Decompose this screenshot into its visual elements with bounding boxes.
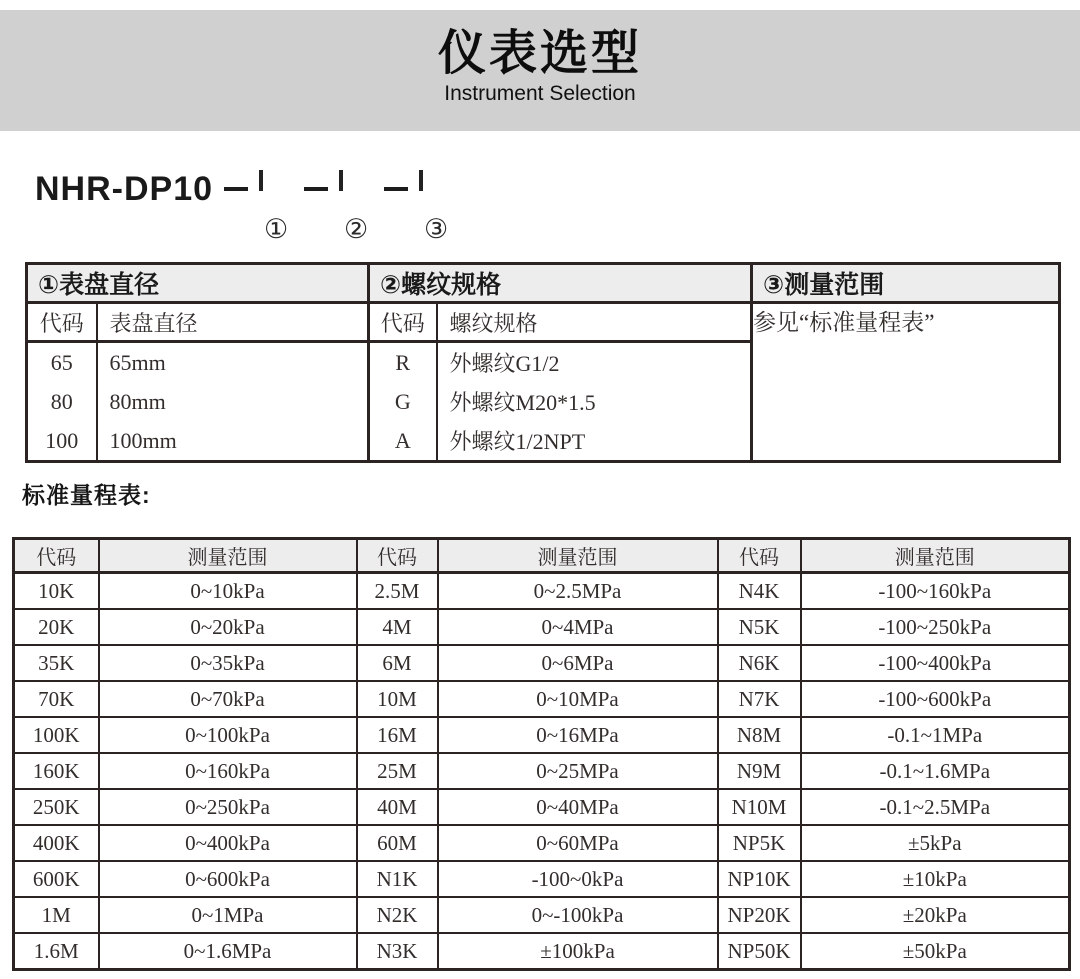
table-row [14, 789, 1070, 825]
range-cell: -0.1~2.5MPa [801, 789, 1070, 825]
range-cell: 0~70kPa [99, 681, 357, 717]
code-cell: 1.6M [14, 933, 99, 970]
dial-value: 80mm [109, 388, 166, 414]
thread-value: 外螺纹M20*1.5 [449, 390, 596, 415]
dial-value-cell [97, 342, 369, 462]
col-header-range: 测量范围 [438, 539, 718, 573]
col-header-code: 代码 [14, 539, 99, 573]
section-title-thread-spec: ②螺纹规格 [369, 264, 752, 303]
code-cell: N1K [357, 861, 438, 897]
section-title-row [27, 264, 1060, 303]
code-cell: 250K [14, 789, 99, 825]
standard-range-table [12, 537, 1071, 971]
code-cell: 600K [14, 861, 99, 897]
code-cell: N5K [718, 609, 801, 645]
position-label-2: ② [343, 214, 369, 244]
table-row [14, 933, 1070, 970]
range-cell: 0~35kPa [99, 645, 357, 681]
thread-code-cell [369, 342, 437, 462]
range-cell: ±5kPa [801, 825, 1070, 861]
col-header-dial-diameter: 表盘直径 [97, 303, 369, 342]
code-cell: 25M [357, 753, 438, 789]
code-cell: 20K [14, 609, 99, 645]
code-cell: N7K [718, 681, 801, 717]
dial-code: 80 [50, 388, 73, 414]
range-cell: -0.1~1MPa [801, 717, 1070, 753]
code-cell: 16M [357, 717, 438, 753]
table-row [14, 717, 1070, 753]
range-cell: ±10kPa [801, 861, 1070, 897]
range-cell: -0.1~1.6MPa [801, 753, 1070, 789]
range-cell: 0~10kPa [99, 573, 357, 610]
col-header-code: 代码 [718, 539, 801, 573]
dial-value: 100mm [109, 427, 177, 453]
table-row [14, 609, 1070, 645]
code-cell: 60M [357, 825, 438, 861]
range-cell: -100~400kPa [801, 645, 1070, 681]
thread-value: 外螺纹G1/2 [449, 351, 560, 376]
thread-value-cell [437, 342, 752, 462]
table-row [14, 825, 1070, 861]
code-cell: N10M [718, 789, 801, 825]
table-row [14, 573, 1070, 610]
code-cell: 2.5M [357, 573, 438, 610]
col-header-range: 测量范围 [801, 539, 1070, 573]
code-cell: NP5K [718, 825, 801, 861]
col-header-code: 代码 [369, 303, 437, 342]
code-cell: 70K [14, 681, 99, 717]
range-cell: 0~20kPa [99, 609, 357, 645]
range-cell: 0~2.5MPa [438, 573, 718, 610]
table-row [14, 753, 1070, 789]
dash-separator [384, 187, 408, 191]
page-subtitle: Instrument Selection [444, 81, 636, 105]
range-cell: 0~1MPa [99, 897, 357, 933]
page-title: 仪表选型 [437, 27, 642, 80]
code-cell: 40M [357, 789, 438, 825]
range-cell: -100~250kPa [801, 609, 1070, 645]
dial-code: 65 [50, 349, 73, 375]
range-cell: 0~1.6MPa [99, 933, 357, 970]
table-row [14, 645, 1070, 681]
measure-range-note: 参见“标准量程表” [752, 303, 1060, 462]
code-cell: 4M [357, 609, 438, 645]
code-cell: 35K [14, 645, 99, 681]
selection-table [25, 262, 1061, 463]
col-header-thread-spec: 螺纹规格 [437, 303, 752, 342]
model-option-box-1 [259, 172, 293, 244]
range-cell: 0~100kPa [99, 717, 357, 753]
code-cell: N4K [718, 573, 801, 610]
range-cell: 0~10MPa [438, 681, 718, 717]
code-cell: 100K [14, 717, 99, 753]
range-table-label: 标准量程表: [22, 482, 151, 508]
dial-code: 100 [45, 427, 79, 453]
position-label-1: ① [263, 214, 289, 244]
option-box [419, 170, 423, 191]
thread-value: 外螺纹1/2NPT [449, 429, 586, 454]
range-cell: 0~600kPa [99, 861, 357, 897]
code-cell: NP10K [718, 861, 801, 897]
range-cell: 0~60MPa [438, 825, 718, 861]
range-cell: ±50kPa [801, 933, 1070, 970]
dial-value: 65mm [109, 349, 166, 375]
table-row [14, 681, 1070, 717]
section-title-measure-range: ③测量范围 [752, 264, 1060, 303]
code-cell: 10M [357, 681, 438, 717]
code-cell: N6K [718, 645, 801, 681]
option-box [259, 170, 263, 191]
range-cell: 0~160kPa [99, 753, 357, 789]
range-cell: -100~160kPa [801, 573, 1070, 610]
range-header-row [14, 539, 1070, 573]
thread-code: R [395, 349, 411, 375]
range-cell: 0~40MPa [438, 789, 718, 825]
model-option-box-3 [419, 172, 453, 244]
column-header-row [27, 303, 1060, 342]
range-cell: ±20kPa [801, 897, 1070, 933]
range-cell: 0~25MPa [438, 753, 718, 789]
table-row [14, 861, 1070, 897]
range-cell: -100~600kPa [801, 681, 1070, 717]
code-cell: 6M [357, 645, 438, 681]
range-cell: 0~6MPa [438, 645, 718, 681]
range-cell: -100~0kPa [438, 861, 718, 897]
range-cell: 0~4MPa [438, 609, 718, 645]
range-cell: 0~400kPa [99, 825, 357, 861]
thread-code: A [394, 427, 411, 453]
col-header-range: 测量范围 [99, 539, 357, 573]
col-header-code: 代码 [27, 303, 97, 342]
range-cell: ±100kPa [438, 933, 718, 970]
range-cell: 0~-100kPa [438, 897, 718, 933]
code-cell: N8M [718, 717, 801, 753]
option-box [339, 170, 343, 191]
code-cell: 1M [14, 897, 99, 933]
range-cell: 0~16MPa [438, 717, 718, 753]
code-cell: 400K [14, 825, 99, 861]
code-cell: N3K [357, 933, 438, 970]
header-banner [0, 10, 1080, 131]
code-cell: N2K [357, 897, 438, 933]
code-cell: 160K [14, 753, 99, 789]
dial-code-cell [27, 342, 97, 462]
range-cell: 0~250kPa [99, 789, 357, 825]
dash-separator [224, 187, 248, 191]
section-title-dial-diameter: ①表盘直径 [27, 264, 369, 303]
thread-code: G [394, 388, 411, 414]
code-cell: NP20K [718, 897, 801, 933]
code-cell: N9M [718, 753, 801, 789]
position-label-3: ③ [423, 214, 449, 244]
model-code-diagram [35, 166, 453, 244]
code-cell: NP50K [718, 933, 801, 970]
dash-separator [304, 187, 328, 191]
col-header-code: 代码 [357, 539, 438, 573]
code-cell: 10K [14, 573, 99, 610]
model-prefix: NHR-DP10 [35, 169, 214, 208]
table-row [14, 897, 1070, 933]
model-option-box-2 [339, 172, 373, 244]
